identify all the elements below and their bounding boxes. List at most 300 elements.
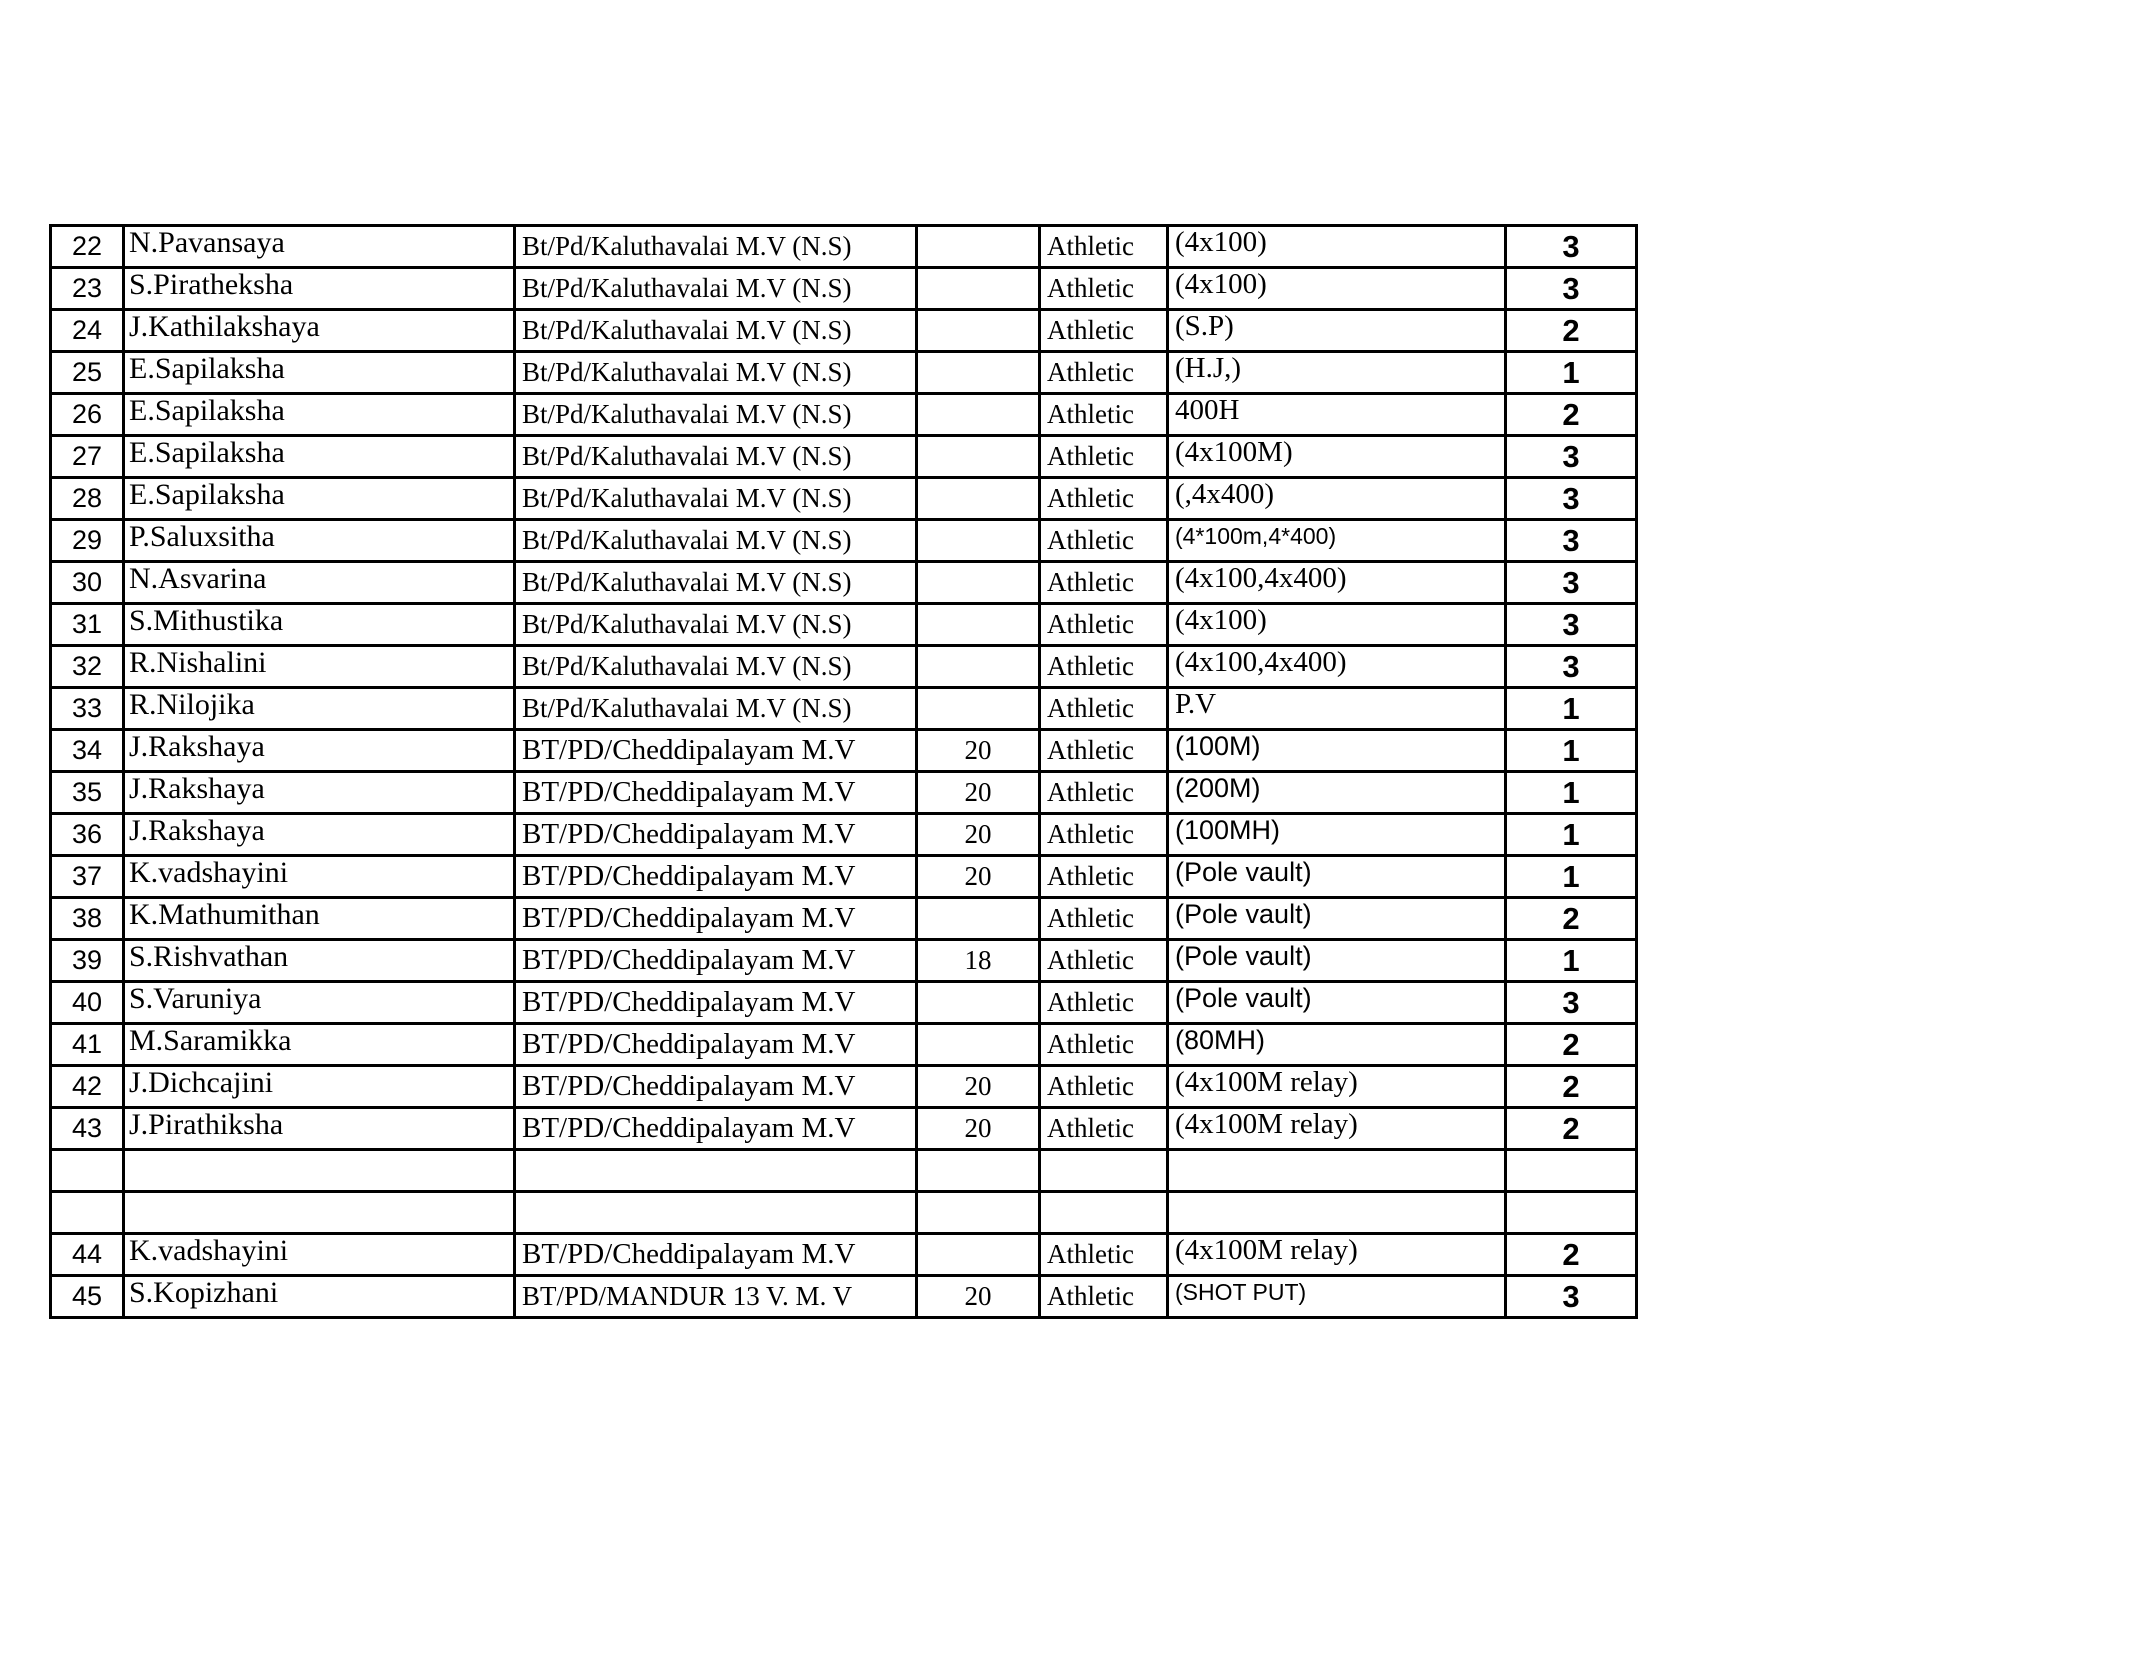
table-row xyxy=(51,562,1637,604)
place-text: 3 xyxy=(1562,438,1580,474)
athlete-name-cell xyxy=(124,352,515,394)
table-row xyxy=(51,1066,1637,1108)
athlete-name-cell xyxy=(124,1234,515,1276)
place-text: 3 xyxy=(1562,480,1580,516)
row-number-cell xyxy=(51,940,124,982)
table-row xyxy=(51,520,1637,562)
place-text: 2 xyxy=(1562,396,1580,432)
place-cell xyxy=(1506,814,1637,856)
age-group-cell xyxy=(917,646,1040,688)
event-detail-text: (Pole vault) xyxy=(1175,899,1312,929)
row-number-cell xyxy=(51,730,124,772)
athlete-name-cell xyxy=(124,562,515,604)
row-number-cell xyxy=(51,1192,124,1234)
athlete-name-text: K.vadshayini xyxy=(129,855,289,889)
age-group-text: 20 xyxy=(964,1113,992,1143)
row-number-cell xyxy=(51,562,124,604)
school-cell xyxy=(515,394,917,436)
age-group-cell xyxy=(917,1066,1040,1108)
event-category-cell xyxy=(1040,394,1168,436)
event-detail-cell xyxy=(1168,310,1506,352)
athlete-name-text: S.Rishvathan xyxy=(129,939,289,973)
row-number-cell xyxy=(51,1276,124,1318)
age-group-cell xyxy=(917,688,1040,730)
event-category-text: Athletic xyxy=(1047,483,1134,513)
athlete-name-text: R.Nishalini xyxy=(129,645,267,679)
event-detail-text: P.V xyxy=(1175,688,1217,720)
event-detail-text: (4x100M relay) xyxy=(1175,1066,1358,1098)
event-detail-text: (4x100M relay) xyxy=(1175,1108,1358,1140)
athlete-name-text: E.Sapilaksha xyxy=(129,477,285,511)
athlete-name-text: J.Rakshaya xyxy=(129,771,265,805)
event-detail-cell xyxy=(1168,856,1506,898)
row-number-text: 30 xyxy=(71,567,103,597)
school-text: Bt/Pd/Kaluthavalai M.V (N.S) xyxy=(522,567,852,597)
place-text: 2 xyxy=(1562,1236,1580,1272)
age-group-cell xyxy=(917,1276,1040,1318)
age-group-text: 20 xyxy=(964,1071,992,1101)
athlete-name-cell xyxy=(124,394,515,436)
athlete-name-cell xyxy=(124,478,515,520)
event-category-text: Athletic xyxy=(1047,357,1134,387)
table-row xyxy=(51,436,1637,478)
place-cell xyxy=(1506,646,1637,688)
school-text: Bt/Pd/Kaluthavalai M.V (N.S) xyxy=(522,315,852,345)
event-category-cell xyxy=(1040,436,1168,478)
event-detail-cell xyxy=(1168,520,1506,562)
row-number-text: 26 xyxy=(71,399,103,429)
row-number-text: 25 xyxy=(71,357,103,387)
event-category-cell xyxy=(1040,226,1168,268)
place-cell xyxy=(1506,688,1637,730)
athlete-name-cell xyxy=(124,856,515,898)
event-detail-cell xyxy=(1168,352,1506,394)
event-category-cell xyxy=(1040,1234,1168,1276)
school-cell xyxy=(515,730,917,772)
event-category-text: Athletic xyxy=(1047,525,1134,555)
row-number-cell xyxy=(51,604,124,646)
row-number-text: 22 xyxy=(71,231,103,261)
event-detail-text: 400H xyxy=(1175,394,1240,426)
athlete-name-cell xyxy=(124,1024,515,1066)
event-category-text: Athletic xyxy=(1047,735,1134,765)
school-cell xyxy=(515,646,917,688)
school-cell xyxy=(515,898,917,940)
athlete-name-text: J.Kathilakshaya xyxy=(129,309,320,343)
event-detail-text: (4x100) xyxy=(1175,268,1267,300)
place-text: 1 xyxy=(1562,858,1580,894)
event-category-text: Athletic xyxy=(1047,231,1134,261)
school-text: BT/PD/Cheddipalayam M.V xyxy=(522,860,856,892)
athlete-name-text: J.Dichcajini xyxy=(129,1065,274,1099)
school-text: BT/PD/Cheddipalayam M.V xyxy=(522,734,856,766)
athlete-name-text: S.Kopizhani xyxy=(129,1275,279,1309)
place-text: 2 xyxy=(1562,1026,1580,1062)
event-category-cell xyxy=(1040,814,1168,856)
event-detail-cell xyxy=(1168,1108,1506,1150)
place-text: 1 xyxy=(1562,690,1580,726)
event-category-cell xyxy=(1040,730,1168,772)
event-detail-cell xyxy=(1168,478,1506,520)
athlete-name-cell xyxy=(124,688,515,730)
school-cell xyxy=(515,1108,917,1150)
place-cell xyxy=(1506,940,1637,982)
school-text: Bt/Pd/Kaluthavalai M.V (N.S) xyxy=(522,231,852,261)
row-number-text: 33 xyxy=(71,693,103,723)
school-text: BT/PD/Cheddipalayam M.V xyxy=(522,902,856,934)
athlete-name-text: E.Sapilaksha xyxy=(129,351,285,385)
row-number-cell xyxy=(51,982,124,1024)
athlete-name-cell xyxy=(124,310,515,352)
school-cell xyxy=(515,688,917,730)
row-number-text: 39 xyxy=(71,945,103,975)
event-detail-text: (4x100) xyxy=(1175,604,1267,636)
school-cell xyxy=(515,226,917,268)
place-text: 3 xyxy=(1562,606,1580,642)
row-number-cell xyxy=(51,268,124,310)
event-detail-cell xyxy=(1168,646,1506,688)
place-text: 1 xyxy=(1562,354,1580,390)
athlete-name-text: S.Varuniya xyxy=(129,981,262,1015)
event-category-cell xyxy=(1040,1276,1168,1318)
school-text: BT/PD/Cheddipalayam M.V xyxy=(522,944,856,976)
age-group-cell xyxy=(917,814,1040,856)
row-number-text: 36 xyxy=(71,819,103,849)
event-detail-cell xyxy=(1168,814,1506,856)
age-group-cell xyxy=(917,310,1040,352)
row-number-text: 37 xyxy=(71,861,103,891)
row-number-cell xyxy=(51,436,124,478)
event-detail-cell xyxy=(1168,898,1506,940)
place-text: 3 xyxy=(1562,564,1580,600)
school-text: BT/PD/Cheddipalayam M.V xyxy=(522,986,856,1018)
place-cell xyxy=(1506,436,1637,478)
place-text: 1 xyxy=(1562,774,1580,810)
athlete-name-text: J.Pirathiksha xyxy=(129,1107,284,1141)
table-row xyxy=(51,394,1637,436)
age-group-cell xyxy=(917,1108,1040,1150)
table-row xyxy=(51,898,1637,940)
event-category-cell xyxy=(1040,604,1168,646)
row-number-cell xyxy=(51,814,124,856)
age-group-text: 20 xyxy=(964,735,992,765)
school-cell xyxy=(515,1276,917,1318)
table-row xyxy=(51,310,1637,352)
row-number-cell xyxy=(51,1234,124,1276)
event-category-text: Athletic xyxy=(1047,651,1134,681)
event-category-cell xyxy=(1040,688,1168,730)
school-cell xyxy=(515,1234,917,1276)
row-number-text: 41 xyxy=(71,1029,103,1059)
place-cell xyxy=(1506,1150,1637,1192)
athlete-name-cell xyxy=(124,730,515,772)
school-cell xyxy=(515,982,917,1024)
athlete-name-cell xyxy=(124,1276,515,1318)
age-group-cell xyxy=(917,604,1040,646)
event-category-text: Athletic xyxy=(1047,861,1134,891)
age-group-cell xyxy=(917,940,1040,982)
table-row xyxy=(51,1150,1637,1192)
school-cell xyxy=(515,1150,917,1192)
table-row xyxy=(51,940,1637,982)
event-detail-cell xyxy=(1168,1150,1506,1192)
age-group-cell xyxy=(917,1150,1040,1192)
athlete-name-cell xyxy=(124,646,515,688)
place-text: 3 xyxy=(1562,984,1580,1020)
event-detail-text: (Pole vault) xyxy=(1175,983,1312,1013)
age-group-cell xyxy=(917,898,1040,940)
event-detail-text: (100M) xyxy=(1175,731,1261,761)
age-group-cell xyxy=(917,1192,1040,1234)
event-detail-text: (SHOT PUT) xyxy=(1175,1279,1307,1305)
event-category-text: Athletic xyxy=(1047,441,1134,471)
place-cell xyxy=(1506,478,1637,520)
event-category-cell xyxy=(1040,268,1168,310)
place-text: 3 xyxy=(1562,228,1580,264)
school-text: BT/PD/Cheddipalayam M.V xyxy=(522,1112,856,1144)
place-cell xyxy=(1506,1108,1637,1150)
school-text: Bt/Pd/Kaluthavalai M.V (N.S) xyxy=(522,651,852,681)
row-number-cell xyxy=(51,1066,124,1108)
event-category-cell xyxy=(1040,856,1168,898)
event-category-cell xyxy=(1040,352,1168,394)
event-detail-text: (80MH) xyxy=(1175,1025,1266,1055)
results-body xyxy=(51,226,1637,1318)
age-group-cell xyxy=(917,730,1040,772)
athlete-name-cell xyxy=(124,268,515,310)
place-cell xyxy=(1506,1234,1637,1276)
table-row xyxy=(51,730,1637,772)
school-cell xyxy=(515,268,917,310)
school-text: Bt/Pd/Kaluthavalai M.V (N.S) xyxy=(522,441,852,471)
row-number-text: 27 xyxy=(71,441,103,471)
athlete-name-text: K.vadshayini xyxy=(129,1233,289,1267)
row-number-text: 42 xyxy=(71,1071,103,1101)
age-group-text: 20 xyxy=(964,777,992,807)
event-category-text: Athletic xyxy=(1047,1113,1134,1143)
age-group-cell xyxy=(917,982,1040,1024)
event-detail-cell xyxy=(1168,226,1506,268)
athlete-name-cell xyxy=(124,1192,515,1234)
event-detail-text: (4x100M relay) xyxy=(1175,1234,1358,1266)
table-row xyxy=(51,1234,1637,1276)
event-category-cell xyxy=(1040,646,1168,688)
event-detail-cell xyxy=(1168,1024,1506,1066)
place-cell xyxy=(1506,1276,1637,1318)
event-detail-cell xyxy=(1168,1192,1506,1234)
age-group-cell xyxy=(917,394,1040,436)
row-number-cell xyxy=(51,772,124,814)
event-category-cell xyxy=(1040,772,1168,814)
age-group-cell xyxy=(917,1234,1040,1276)
place-cell xyxy=(1506,226,1637,268)
athlete-name-text: M.Saramikka xyxy=(129,1023,292,1057)
athlete-name-text: E.Sapilaksha xyxy=(129,435,285,469)
row-number-text: 31 xyxy=(71,609,103,639)
age-group-text: 20 xyxy=(964,819,992,849)
athlete-name-cell xyxy=(124,604,515,646)
row-number-text: 28 xyxy=(71,483,103,513)
school-text: Bt/Pd/Kaluthavalai M.V (N.S) xyxy=(522,357,852,387)
school-text: BT/PD/Cheddipalayam M.V xyxy=(522,1238,856,1270)
event-category-cell xyxy=(1040,478,1168,520)
place-text: 1 xyxy=(1562,732,1580,768)
age-group-cell xyxy=(917,520,1040,562)
age-group-cell xyxy=(917,1024,1040,1066)
event-detail-text: (4x100,4x400) xyxy=(1175,562,1347,594)
place-cell xyxy=(1506,772,1637,814)
row-number-cell xyxy=(51,310,124,352)
event-detail-cell xyxy=(1168,940,1506,982)
place-text: 1 xyxy=(1562,816,1580,852)
place-text: 2 xyxy=(1562,900,1580,936)
row-number-cell xyxy=(51,520,124,562)
athlete-name-text: J.Rakshaya xyxy=(129,813,265,847)
event-detail-cell xyxy=(1168,394,1506,436)
athlete-name-cell xyxy=(124,1108,515,1150)
event-detail-cell xyxy=(1168,730,1506,772)
event-category-text: Athletic xyxy=(1047,567,1134,597)
row-number-cell xyxy=(51,646,124,688)
school-cell xyxy=(515,940,917,982)
event-category-text: Athletic xyxy=(1047,819,1134,849)
athlete-name-text: N.Asvarina xyxy=(129,561,267,595)
event-detail-text: (S.P) xyxy=(1175,310,1234,342)
school-cell xyxy=(515,520,917,562)
athlete-name-text: E.Sapilaksha xyxy=(129,393,285,427)
place-cell xyxy=(1506,268,1637,310)
athlete-name-cell xyxy=(124,814,515,856)
school-cell xyxy=(515,1192,917,1234)
age-group-text: 18 xyxy=(964,945,992,975)
place-cell xyxy=(1506,856,1637,898)
athlete-name-cell xyxy=(124,520,515,562)
place-cell xyxy=(1506,310,1637,352)
event-detail-cell xyxy=(1168,268,1506,310)
place-text: 3 xyxy=(1562,270,1580,306)
event-detail-cell xyxy=(1168,1066,1506,1108)
age-group-cell xyxy=(917,226,1040,268)
school-text: Bt/Pd/Kaluthavalai M.V (N.S) xyxy=(522,273,852,303)
table-row xyxy=(51,268,1637,310)
row-number-text: 43 xyxy=(71,1113,103,1143)
school-text: BT/PD/Cheddipalayam M.V xyxy=(522,1028,856,1060)
table-row xyxy=(51,478,1637,520)
place-cell xyxy=(1506,394,1637,436)
age-group-text: 20 xyxy=(964,861,992,891)
event-category-text: Athletic xyxy=(1047,987,1134,1017)
row-number-cell xyxy=(51,898,124,940)
age-group-cell xyxy=(917,856,1040,898)
event-category-text: Athletic xyxy=(1047,693,1134,723)
event-category-cell xyxy=(1040,310,1168,352)
place-cell xyxy=(1506,1024,1637,1066)
row-number-text: 45 xyxy=(71,1281,103,1311)
place-cell xyxy=(1506,730,1637,772)
row-number-cell xyxy=(51,1150,124,1192)
event-detail-cell xyxy=(1168,1234,1506,1276)
school-cell xyxy=(515,1066,917,1108)
event-category-cell xyxy=(1040,1024,1168,1066)
event-detail-cell xyxy=(1168,436,1506,478)
place-cell xyxy=(1506,520,1637,562)
school-cell xyxy=(515,604,917,646)
age-group-cell xyxy=(917,268,1040,310)
event-detail-text: (Pole vault) xyxy=(1175,857,1312,887)
school-text: Bt/Pd/Kaluthavalai M.V (N.S) xyxy=(522,609,852,639)
row-number-cell xyxy=(51,478,124,520)
event-detail-text: (4*100m,4*400) xyxy=(1175,523,1337,549)
table-row xyxy=(51,856,1637,898)
event-detail-cell xyxy=(1168,604,1506,646)
table-row xyxy=(51,1108,1637,1150)
event-category-text: Athletic xyxy=(1047,1281,1134,1311)
school-text: Bt/Pd/Kaluthavalai M.V (N.S) xyxy=(522,693,852,723)
table-row xyxy=(51,814,1637,856)
age-group-cell xyxy=(917,352,1040,394)
event-category-text: Athletic xyxy=(1047,1071,1134,1101)
place-cell xyxy=(1506,898,1637,940)
athlete-name-text: P.Saluxsitha xyxy=(129,519,275,553)
school-cell xyxy=(515,478,917,520)
athlete-name-text: S.Mithustika xyxy=(129,603,284,637)
age-group-cell xyxy=(917,772,1040,814)
school-cell xyxy=(515,310,917,352)
athlete-name-cell xyxy=(124,940,515,982)
event-category-cell xyxy=(1040,982,1168,1024)
athlete-name-text: K.Mathumithan xyxy=(129,897,320,931)
place-cell xyxy=(1506,1066,1637,1108)
place-cell xyxy=(1506,562,1637,604)
event-category-text: Athletic xyxy=(1047,903,1134,933)
athlete-name-cell xyxy=(124,436,515,478)
event-detail-text: (4x100) xyxy=(1175,226,1267,258)
event-category-text: Athletic xyxy=(1047,399,1134,429)
table-row xyxy=(51,688,1637,730)
row-number-cell xyxy=(51,352,124,394)
event-category-text: Athletic xyxy=(1047,609,1134,639)
place-text: 1 xyxy=(1562,942,1580,978)
school-text: BT/PD/MANDUR 13 V. M. V xyxy=(522,1281,853,1311)
athlete-name-text: R.Nilojika xyxy=(129,687,255,721)
row-number-cell xyxy=(51,1024,124,1066)
row-number-cell xyxy=(51,226,124,268)
school-text: Bt/Pd/Kaluthavalai M.V (N.S) xyxy=(522,483,852,513)
row-number-cell xyxy=(51,688,124,730)
event-category-text: Athletic xyxy=(1047,945,1134,975)
event-category-cell xyxy=(1040,940,1168,982)
event-detail-text: (100MH) xyxy=(1175,815,1281,845)
results-table xyxy=(49,224,1638,1319)
place-text: 3 xyxy=(1562,648,1580,684)
school-cell xyxy=(515,352,917,394)
table-row xyxy=(51,772,1637,814)
row-number-text: 29 xyxy=(71,525,103,555)
athlete-name-text: J.Rakshaya xyxy=(129,729,265,763)
event-category-cell xyxy=(1040,898,1168,940)
row-number-cell xyxy=(51,394,124,436)
school-text: Bt/Pd/Kaluthavalai M.V (N.S) xyxy=(522,399,852,429)
table-row xyxy=(51,226,1637,268)
event-detail-text: (H.J,) xyxy=(1175,352,1242,384)
event-category-cell xyxy=(1040,520,1168,562)
athlete-name-text: S.Piratheksha xyxy=(129,267,294,301)
athlete-name-cell xyxy=(124,1150,515,1192)
school-text: BT/PD/Cheddipalayam M.V xyxy=(522,818,856,850)
table-row xyxy=(51,646,1637,688)
age-group-cell xyxy=(917,436,1040,478)
row-number-text: 23 xyxy=(71,273,103,303)
